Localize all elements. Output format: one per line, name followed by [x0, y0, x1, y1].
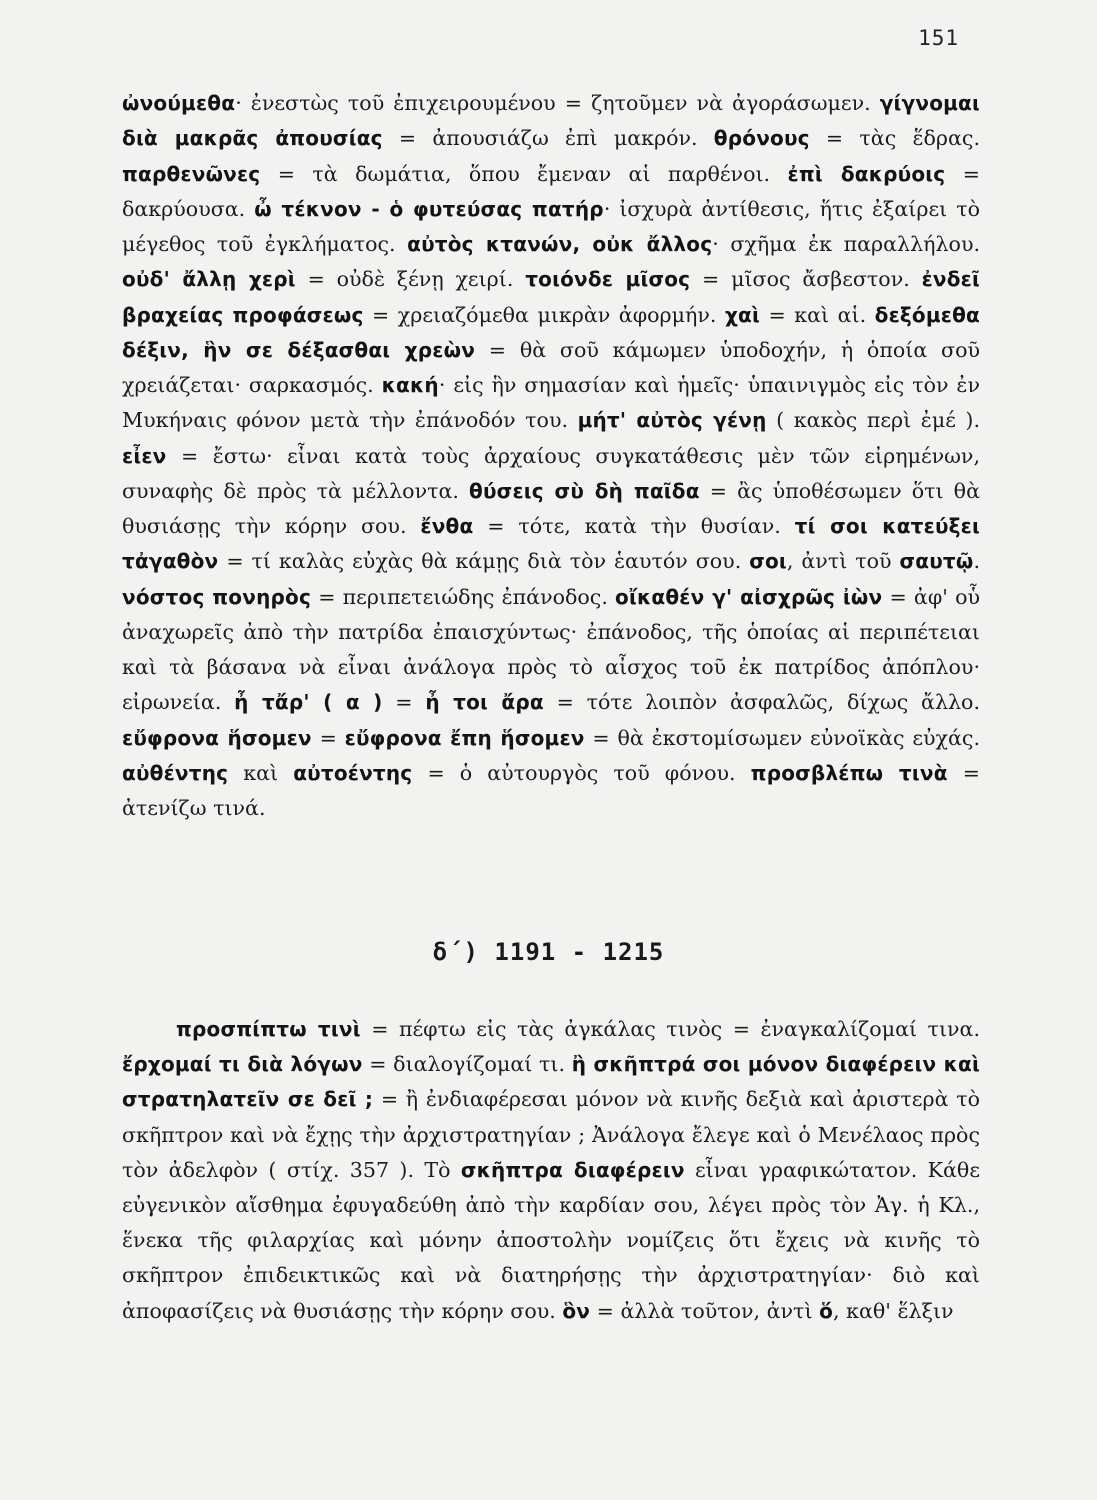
- gloss-text: = θὰ σοῦ κάμωμεν ὑποδοχήν, ἡ ὁποία σοῦ χρειάζεται· σαρκασμός.: [122, 337, 980, 397]
- lemma-term: μήτ' αὐτὸς γένῃ: [577, 408, 767, 433]
- commentary-paragraph: [122, 86, 980, 826]
- gloss-text: = ἔστω· εἶναι κατὰ τοὺς ἀρχαίους συγκατάθεσις μὲν τῶν εἰρημένων, συναφὴς δὲ πρὸς τὰ μέλλοντα.: [122, 443, 980, 503]
- lemma-term: χαὶ: [724, 302, 760, 327]
- gloss-text: = ἀπουσιάζω ἐπὶ μακρόν.: [382, 126, 714, 151]
- commentary-paragraph: [122, 1012, 980, 1329]
- lemma-term: ὠνούμεθα: [122, 91, 236, 115]
- gloss-text: = τί καλὰς εὐχὰς θὰ κάμῃς διὰ τὸν ἑαυτόν σου.: [218, 549, 750, 574]
- gloss-text: = οὐδὲ ξένῃ χειρί.: [295, 267, 526, 292]
- gloss-text: καὶ: [228, 760, 294, 785]
- lemma-term: ὦ τέκνον - ὁ φυτεύσας πατήρ: [254, 196, 604, 221]
- gloss-text: · σχῆμα ἐκ παραλλήλου.: [712, 232, 981, 256]
- lemma-term: εὔφρονα ἔπη ἥσομεν: [344, 725, 585, 750]
- commentary-section-1: [122, 86, 980, 826]
- gloss-text: = ἀτενίζω τινά.: [122, 760, 980, 820]
- lemma-term: ἐνδεῖ βραχείας προφάσεως: [122, 267, 980, 327]
- gloss-text: = τότε λοιπὸν ἀσφαλῶς, δίχως ἄλλο.: [543, 690, 980, 715]
- lemma-term: ἦ τἄρ' ( α ): [234, 690, 383, 715]
- lemma-term: θύσεις σὺ δὴ παῖδα: [469, 478, 700, 503]
- lemma-term: ἢ σκῆπτρά σοι μόνον διαφέρειν καὶ στρατηλατεῖν σε δεῖ ;: [122, 1052, 980, 1112]
- lemma-term: τί σοι κατεύξει τἀγαθὸν: [122, 514, 980, 574]
- gloss-text: = διαλογίζομαί τι.: [362, 1052, 572, 1077]
- gloss-text: εἶναι γραφικώτατον. Κάθε εὐγενικὸν αἴσθημα ἐφυγαδεύθη ἀπὸ τὴν καρδίαν σου, λέγει πρὸς τὸν Ἀγ. ἡ Κλ., ἕνεκα τῆς φιλαρχίας καὶ μόνην ἀποστολὴν νομίζεις ὅτι ἔχεις νὰ κινῆς τὸ σκῆπτρον ἐπιδεικτικῶς καὶ νὰ διατηρήσῃς τὴν ἀρχιστρατηγίαν· διὸ καὶ ἀποφασίζεις νὰ θυσιάσῃς τὴν κόρην σου.: [122, 1157, 980, 1323]
- lemma-term: προσβλέπω τινὰ: [750, 760, 948, 785]
- gloss-text: = ἢ ἐνδιαφέρεσαι μόνον νὰ κινῆς δεξιὰ καὶ ἀριστερὰ τὸ σκῆπτρον καὶ νὰ ἔχῃς τὴν ἀρχιστρατηγίαν ; Ἀνάλογα ἔλεγε καὶ ὁ Μενέλαος πρὸς τὸν ἀδελφὸν ( στίχ. 357 ). Τὸ: [122, 1087, 980, 1182]
- gloss-text: = πέφτω εἰς τὰς ἀγκάλας τινὸς = ἐναγκαλίζομαί τινα.: [360, 1017, 980, 1041]
- gloss-text: .: [973, 549, 980, 574]
- gloss-text: = θὰ ἐκστομίσωμεν εὐνοϊκὰς εὐχάς.: [584, 725, 980, 750]
- gloss-text: = ἂς ὑποθέσωμεν ὅτι θὰ θυσιάσῃς τὴν κόρην σου.: [122, 478, 980, 538]
- gloss-text: = δακρύουσα.: [122, 161, 980, 221]
- lemma-term: εἶεν: [122, 443, 167, 468]
- gloss-text: = μῖσος ἄσβεστον.: [690, 267, 922, 292]
- lemma-term: αὐτοέντης: [293, 760, 413, 785]
- lemma-term: παρθενῶνες: [122, 161, 261, 186]
- lemma-term: σκῆπτρα διαφέρειν: [460, 1157, 685, 1182]
- gloss-text: = τὰς ἕδρας.: [809, 126, 981, 151]
- lemma-term: αὐθέντης: [122, 760, 229, 785]
- lemma-term: κακή: [381, 373, 439, 397]
- lemma-term: ἐπὶ δακρύοις: [787, 161, 946, 186]
- lemma-term: γίγνομαι διὰ μακρᾶς ἀπουσίας: [122, 91, 980, 151]
- lemma-term: ὃν: [562, 1298, 591, 1323]
- gloss-text: =: [311, 725, 345, 750]
- lemma-term: ἔνθα: [420, 514, 474, 538]
- gloss-text: = τότε, κατὰ τὴν θυσίαν.: [473, 514, 795, 538]
- gloss-text: = τὰ δωμάτια, ὅπου ἔμεναν αἱ παρθένοι.: [260, 161, 788, 186]
- commentary-section-2: [122, 1012, 980, 1329]
- gloss-text: = ὁ αὐτουργὸς τοῦ φόνου.: [412, 760, 751, 785]
- lemma-term: δεξόμεθα δέξιν, ἣν σε δέξασθαι χρεὼν: [122, 302, 980, 362]
- gloss-text: , ἀντὶ τοῦ: [786, 549, 900, 574]
- lemma-term: σοι: [749, 549, 787, 574]
- lemma-term: οὐδ' ἄλλῃ χερὶ: [122, 267, 296, 292]
- lemma-term: εὔφρονα ἥσομεν: [122, 725, 312, 750]
- gloss-text: · εἰς ἣν σημασίαν καὶ ἡμεῖς· ὑπαινιγμὸς εἰς τὸν ἐν Μυκήναις φόνον μετὰ τὴν ἐπάνοδόν του.: [122, 373, 980, 433]
- gloss-text: = περιπετειώδης ἐπάνοδος.: [311, 584, 616, 609]
- gloss-text: , καθ' ἕλξιν: [833, 1298, 954, 1323]
- gloss-text: =: [382, 690, 426, 715]
- section-heading: [0, 938, 1097, 966]
- gloss-text: = χρειαζόμεθα μικρὰν ἀφορμήν.: [363, 302, 725, 327]
- lemma-term: αὐτὸς κτανών, οὐκ ἄλλος: [407, 232, 713, 256]
- lemma-term: ἦ τοι ἄρα: [425, 690, 544, 715]
- gloss-text: = ἀλλὰ τοῦτον, ἀντὶ: [590, 1298, 820, 1323]
- lemma-term: θρόνους: [713, 126, 810, 151]
- section-heading-range: 1191 - 1215: [494, 938, 665, 966]
- gloss-text: ( κακὸς περὶ ἐμέ ).: [766, 408, 980, 433]
- gloss-text: · ἰσχυρὰ ἀντίθεσις, ἥτις ἐξαίρει τὸ μέγεθος τοῦ ἐγκλήματος.: [122, 196, 981, 256]
- lemma-term: ὅ: [819, 1298, 834, 1323]
- lemma-term: οἴκαθέν γ' αἰσχρῶς ἰὼν: [615, 584, 883, 609]
- page-number: 151: [918, 26, 959, 50]
- gloss-text: · ἐνεστὼς τοῦ ἐπιχειρουμένου = ζητοῦμεν νὰ ἀγοράσωμεν.: [235, 91, 880, 115]
- lemma-term: τοιόνδε μῖσος: [525, 267, 691, 292]
- lemma-term: προσπίπτω τινὶ: [176, 1017, 361, 1041]
- gloss-text: = καὶ αἱ.: [759, 302, 875, 327]
- gloss-text: = ἀφ' οὗ ἀναχωρεῖς ἀπὸ τὴν πατρίδα ἐπαισχύντως· ἐπάνοδος, τῆς ὁποίας αἱ περιπέτειαι καὶ τὰ βάσανα νὰ εἶναι ἀνάλογα πρὸς τὸ αἶσχος τοῦ ἐκ πατρίδος ἀπόπλου· εἰρωνεία.: [122, 584, 980, 715]
- lemma-term: νόστος πονηρὸς: [122, 584, 312, 609]
- lemma-term: σαυτῷ: [899, 549, 974, 574]
- section-heading-prefix: δ΄): [432, 938, 495, 966]
- lemma-term: ἔρχομαί τι διὰ λόγων: [122, 1052, 363, 1077]
